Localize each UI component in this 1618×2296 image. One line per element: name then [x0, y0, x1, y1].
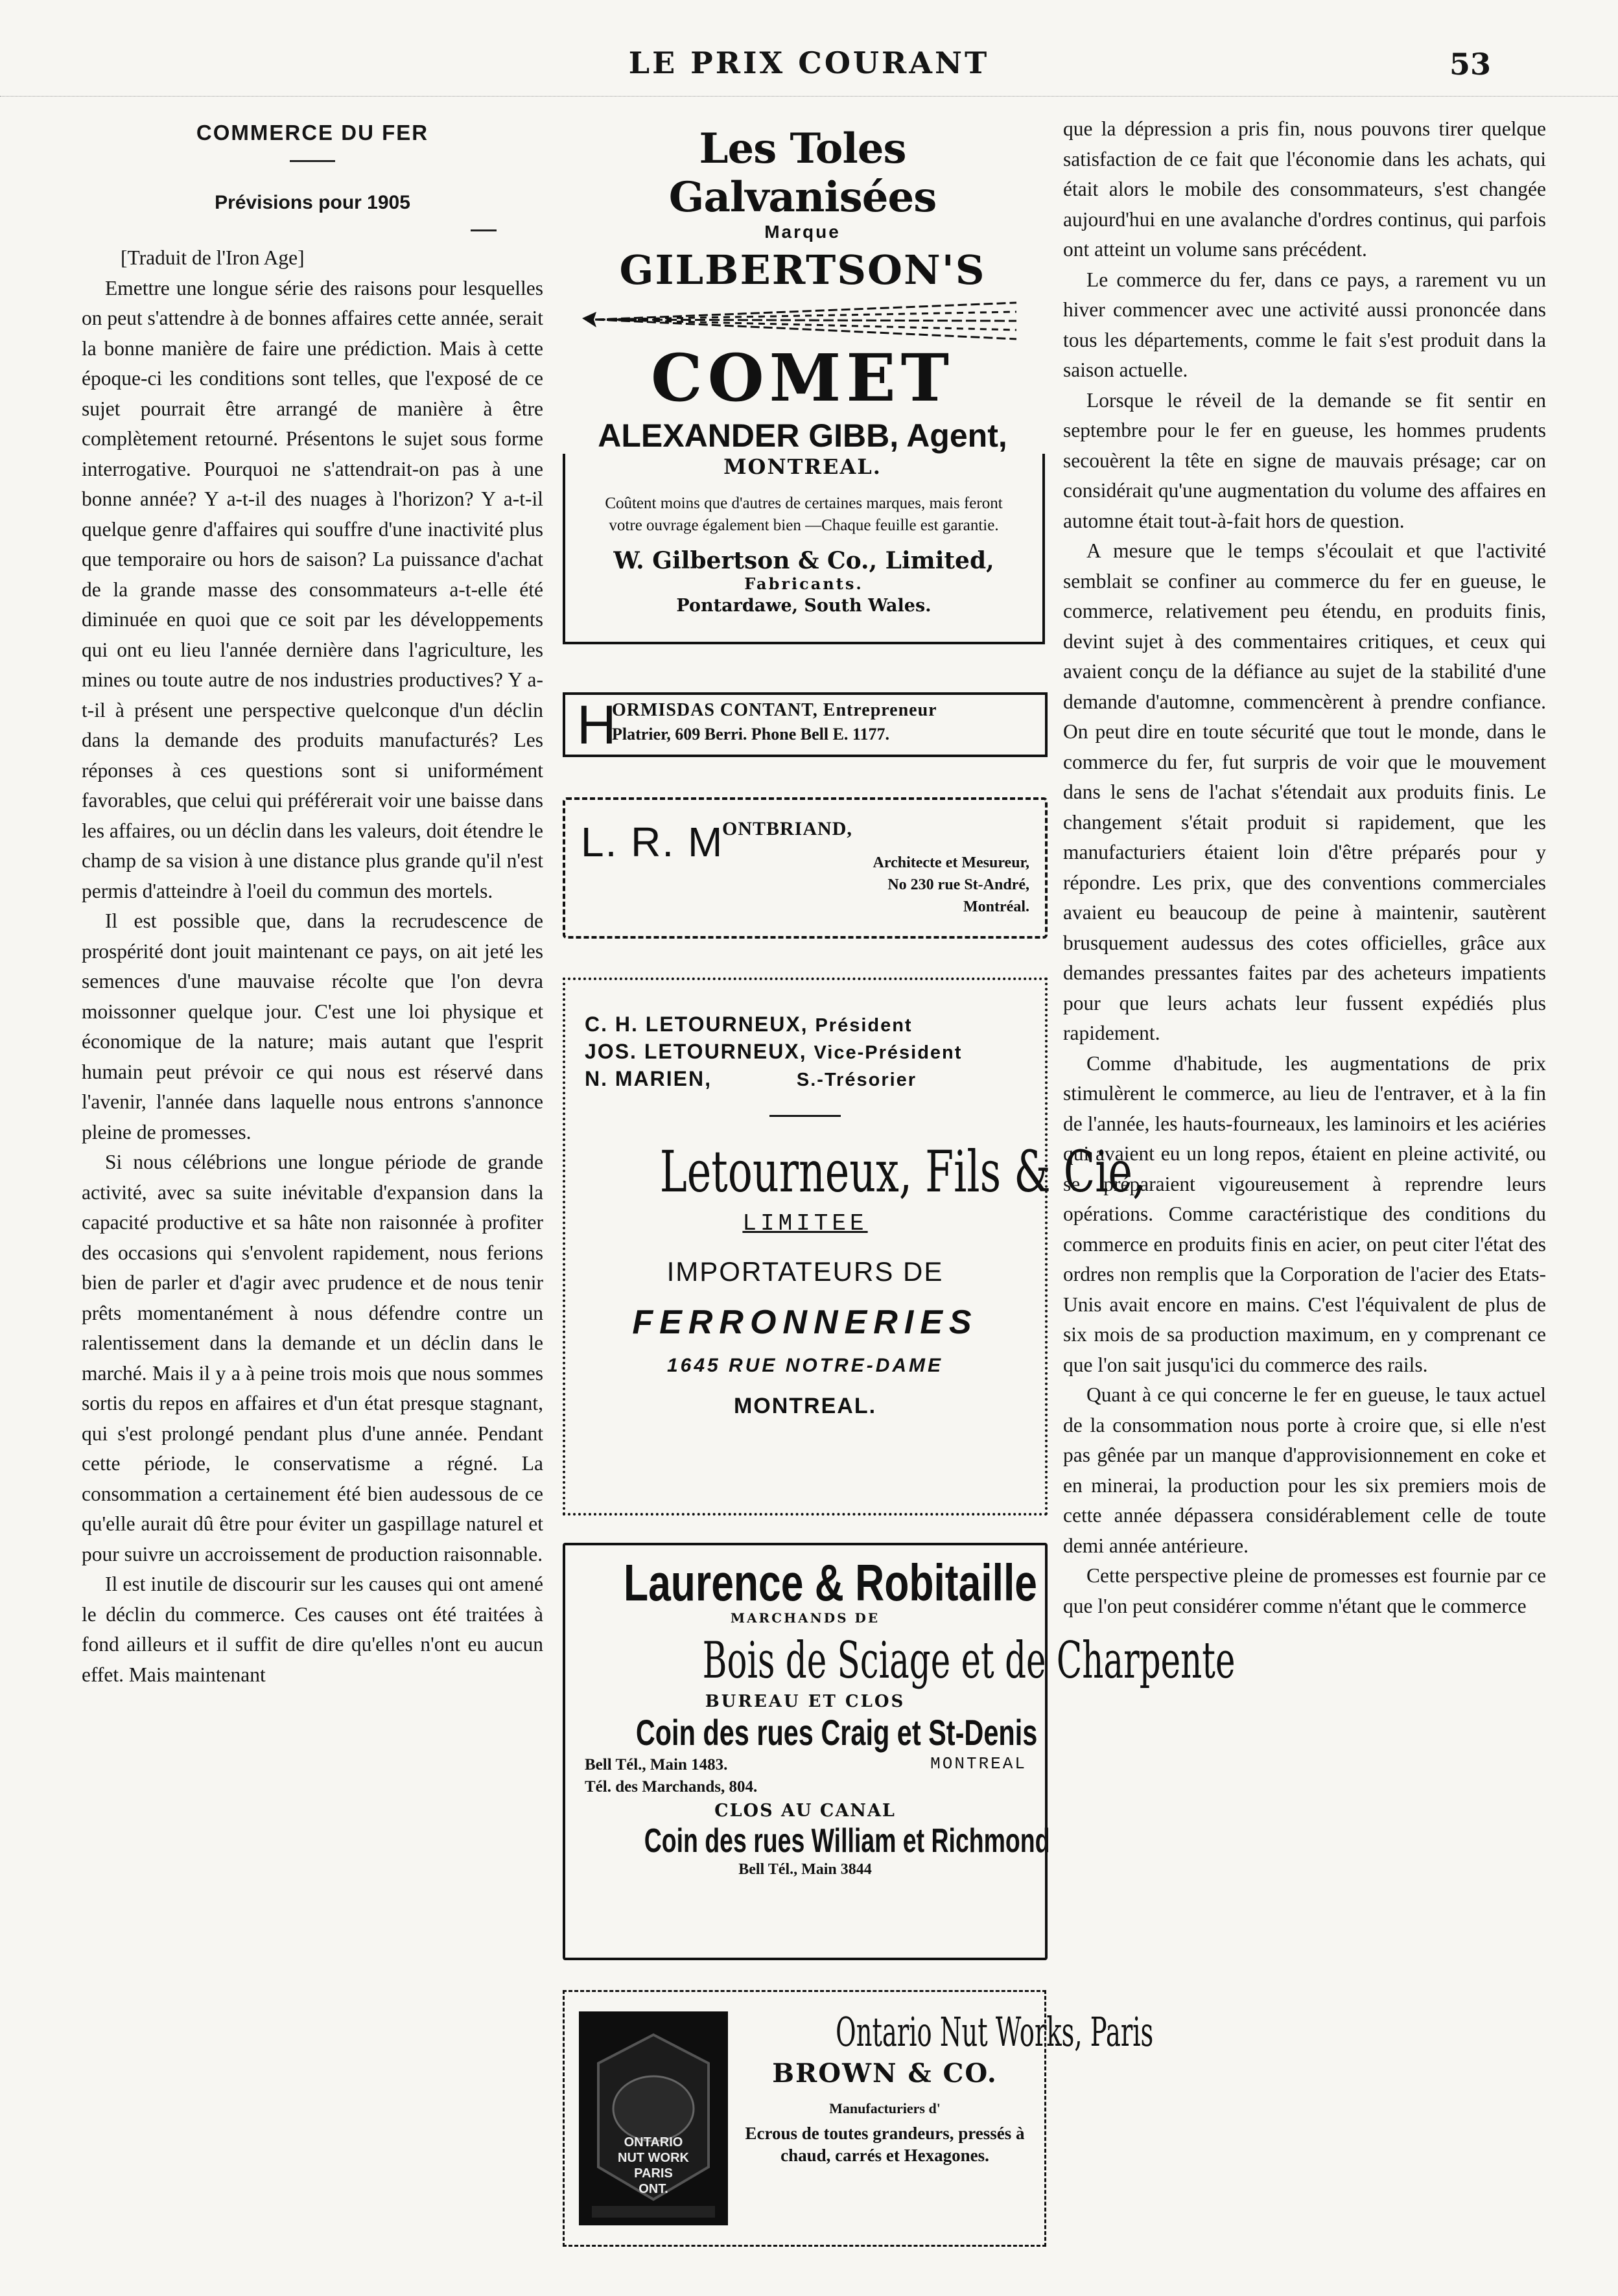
- ad-bureau: BUREAU ET CLOS: [705, 1692, 906, 1711]
- ad-gilbertson: [563, 117, 1042, 645]
- ad-manufacturers: Manufacturiers d': [829, 2100, 941, 2116]
- header-rule: [0, 96, 1618, 97]
- ad-address: No 230 rue St-André,: [887, 876, 1029, 893]
- paragraph: Cette perspective pleine de promesses est fournie par ce que l'on peut considérer comme n'étant que le commerce: [1063, 1564, 1546, 1617]
- officer-list: [585, 1011, 1045, 1093]
- paragraph: que la dépression a pris fin, nous pouvons tirer quelque satisfaction de ce fait que l'économie dans les achats, qui était alors le mobile des consommateurs, s'est changée aujourd'hui en une avalanche d'ordres continus, qui parfois ont atteint un volume sans précédent.: [1063, 117, 1546, 261]
- officer-role: Président: [815, 1015, 913, 1036]
- divider: [769, 1115, 841, 1117]
- ad-name: Ontario Nut Works, Paris: [836, 2008, 1154, 2056]
- ad-letourneux: [563, 978, 1146, 1516]
- comet-icon: [563, 294, 1042, 346]
- badge-line: ONTARIO: [624, 2135, 683, 2150]
- ad-marque: Marque: [764, 222, 841, 242]
- article-right-column: [1063, 114, 1546, 1621]
- ad-montbriand: [563, 797, 1048, 939]
- hex-nut-icon: [579, 2011, 728, 2225]
- paragraph: Quant à ce qui concerne le fer en gueuse, le taux actuel de la consommation nous porte à croire que, si elle n'est pas gênée par un manque d'approvisionnement en coke et en minerai, la production pour les six premiers mois de cette année dépassera considérablement celle de toute demi année antérieure.: [1063, 1383, 1546, 1557]
- paragraph: Il est possible que, dans la recrudescence de prospérité dont jouit maintenant ce pays, on ait jeté les semences d'une mauvaise récolte que l'on devra moissonner quelque jour. C'est une loi physique et économique de la nature; mais autant que l'esprit humain peut prévoir ce qui nous est réservé dans l'avenir, l'année dans laquelle nous entrons s'annonce pleine de promesses.: [82, 909, 543, 1143]
- ad-tel-line: Bell Tél., Main 1483.: [585, 1756, 728, 1774]
- ad-tel-line: Tél. des Marchands, 804.: [585, 1778, 758, 1796]
- comet-streak: [563, 294, 1042, 346]
- ad-maker: W. Gilbertson & Co., Limited,: [613, 547, 994, 574]
- paragraph: Emettre une longue série des raisons pour lesquelles on peut s'attendre à de bonnes affaires cette année, serait la bonne manière de faire une prédiction. Mais à cette époque-ci les conditions sont telles, que l'exposé de ce sujet pourrait être arrangé de manière à être complètement retourné. Présentons le sujet sous forme interrogative. Pourquoi ne s'attendrait-on pas à une bonne année? Y a-t-il des nuages à l'horizon? Y a-t-il quelque genre d'affaires qui souffre d'une inactivité plus que temporaire ou hors de saison? La puissance d'achat de la grande masse des consommateurs a-t-elle été diminuée en quoi que ce soit par les développements qui ont eu lieu l'année dernière dans l'agriculture, les mines ou toute autre de nos industries productives? Y a-t-il à présent une perspective quelconque d'un déclin dans la demande des produits manufacturés? Les réponses à ces questions sont si uniformément favorables, que celui qui préférerait voir une baisse dans les affaires, ou un déclin dans les valeurs, doit étendre le champ de sa vision à une distance plus grande qu'il n'est permis d'atteindre à l'oeil du commun des mortels.: [82, 276, 543, 902]
- ad-details: [744, 852, 1029, 918]
- ad-line: ORMISDAS CONTANT, Entrepreneur: [612, 700, 937, 720]
- ad-laurence: [563, 1543, 1236, 1960]
- officer-row: [585, 1011, 1045, 1038]
- ad-fabricants: Fabricants.: [744, 574, 863, 593]
- ad-ontario: [563, 1990, 1154, 2247]
- paragraph: Le commerce du fer, dans ce pays, a rarement vu un hiver commencer avec une activité aussi prononcée dans tous les départements, comme le fait s'est produit dans la saison actuelle.: [1063, 268, 1546, 381]
- ad-marchands: MARCHANDS DE: [730, 1610, 880, 1626]
- ad-importers: IMPORTATEURS DE: [666, 1256, 944, 1287]
- subtitle-divider: [471, 229, 497, 231]
- ad-firm: Letourneux, Fils & Cie,: [659, 1138, 1146, 1205]
- paragraph: A mesure que le temps s'écoulait et que l'activité semblait se confiner au commerce du fer en gueuse, le commerce, relativement peu étendu, en produits finis, devint sujet à des commentaires critiques, et ceux qui avaient conçu de la défiance au sujet de la stabilité d'une demande d'automne, commencèrent à prendre confiance. On peut dire en toute sécurité que tout le monde, dans le commerce du fer, fut surpris de voir que le mouvement dans le sens de l'achat s'étendait aux produits finis. Le changement s'était produit si rapidement, que les manufacturiers étaient loin d'être préparés pour y répondre. Les prix, que des conventions commerciales avaient eu beaucoup de peine à maintenir, sautèrent brusquement audessus des cotes officielles, grâce aux demandes pressantes faites par des acheteurs impatients pour que leurs achats leur fussent expédiés plus rapidement.: [1063, 539, 1546, 1044]
- ad-city: MONTREAL: [930, 1754, 1027, 1774]
- ad-name: Laurence & Robitaille: [623, 1554, 1037, 1611]
- officer-role: Vice-Président: [814, 1042, 963, 1063]
- article-source: [Traduit de l'Iron Age]: [121, 246, 305, 269]
- ad-corner: Coin des rues Craig et St-Denis: [635, 1712, 1038, 1753]
- ad-brand: GILBERTSON'S: [619, 246, 986, 294]
- ad-blurb: Coûtent moins que d'autres de certaines marques, mais feront votre ouvrage également bien —Chaque feuille est garantie.: [605, 495, 1003, 534]
- article-left-column: [82, 114, 543, 1690]
- ad-tel: [585, 1754, 757, 1798]
- ad-goods: FERRONNERIES: [632, 1304, 978, 1341]
- ad-contant: [563, 692, 1048, 757]
- ad-products: Ecrous de toutes grandeurs, pressés à chaud, carrés et Hexagones.: [745, 2124, 1025, 2165]
- ad-title: Architecte et Mesureur,: [873, 854, 1029, 871]
- ad-city: MONTREAL.: [733, 1394, 877, 1418]
- ad-location: Pontardawe, South Wales.: [676, 596, 932, 616]
- officer-row: [585, 1066, 1045, 1093]
- badge-line: PARIS: [634, 2166, 673, 2181]
- paragraph: Il est inutile de discourir sur les causes qui ont amené le déclin du commerce. Ces causes ont été traitées à fond ailleurs et il suffit de dire qu'elles n'ont eu aucun effet. Mais maintenant: [82, 1573, 543, 1686]
- ad-gilbertson-box: [563, 454, 1045, 644]
- ad-ontario-text: [738, 2006, 1154, 2166]
- page-number: 53: [1449, 47, 1492, 82]
- ad-city: MONTREAL.: [723, 454, 882, 479]
- journal-title: LE PRIX COURANT: [628, 45, 990, 80]
- ad-initials: L. R. M: [581, 819, 724, 865]
- ad-headline: Les Toles Galvanisées: [668, 124, 937, 222]
- officer-role: S.-Trésorier: [796, 1070, 917, 1090]
- article-subtitle: Prévisions pour 1905: [215, 191, 410, 213]
- officer-name: JOS. LETOURNEUX,: [585, 1040, 807, 1063]
- ad-tel-row: [565, 1754, 1045, 1801]
- title-divider: [290, 160, 335, 162]
- officer-name: C. H. LETOURNEUX,: [585, 1013, 808, 1036]
- article-title: COMMERCE DU FER: [196, 121, 429, 145]
- ad-company: BROWN & CO.: [772, 2058, 998, 2089]
- ad-tel: Bell Tél., Main 3844: [738, 1861, 872, 1878]
- paragraph: Comme d'habitude, les augmentations de prix stimulèrent le commerce, au lieu de l'entraver, et à la fin de l'année, les hauts-fourneaux, les laminoirs et les aciéries qui avaient eu un long repos, étaient en pleine activité, ou se préparaient vigoureusement à reprendre leurs opérations. Comme caractéristique des conditions du commerce en produits finis en acier, on peut citer l'état des ordres non remplis que la Corporation de l'acier des Etats-Unis avait encore en mains. C'est l'équivalent de plus de six mois de sa production maximum, en y comprenant ce que l'on sait jusqu'ici du commerce des rails.: [1063, 1051, 1546, 1376]
- paragraph: Lorsque le réveil de la demande se fit sentir en septembre pour le fer en gueuse, les hommes prudents secouèrent la tête en signe de mauvais présage; car on considérait qu'une augmentation du volume des affaires en automne était tout-à-fait hors de question.: [1063, 388, 1546, 532]
- ad-canal: CLOS AU CANAL: [714, 1801, 896, 1821]
- officer-row: [585, 1038, 1045, 1066]
- ad-name: ONTBRIAND,: [722, 818, 852, 839]
- ad-goods: Bois de Sciage et de Charpente: [702, 1632, 1236, 1690]
- badge-line: NUT WORK: [618, 2151, 689, 2165]
- ad-address: 1645 RUE NOTRE-DAME: [666, 1355, 944, 1376]
- badge-line: ONT.: [639, 2182, 668, 2196]
- ad-agent: ALEXANDER GIBB, Agent,: [598, 417, 1007, 454]
- ad-product: COMET: [650, 340, 955, 416]
- ad-line: Platrier, 609 Berri. Phone Bell E. 1177.: [612, 725, 889, 744]
- paragraph: Si nous célébrions une longue période de grande activité, avec sa suite inévitable d'expansion dans la capacité productive et sa hâte non raisonnée à profiter des occasions qui s'envolent rapidement, nous ferions bien de parler et d'agir avec prudence et de nous tenir prêts momentanément à nous défendre contre un ralentissement dans la demande et un déclin dans le marché. Mais il y a à peine trois mois que nous sommes sortis du repos en affaires et d'un état presque stagnant, qui s'est prolongé pendant plus d'une année. Pendant cette période, le conservatisme a régné. La consommation a certainement été bien audessous de ce qu'elle aurait dû être pour éviter un gaspillage naturel et pour suivre un accroissement de production raisonnable.: [82, 1151, 543, 1565]
- ad-initial: H: [577, 694, 616, 755]
- ad-limitee: LIMITEE: [742, 1210, 868, 1237]
- ad-corner: Coin des rues William et Richmond: [644, 1822, 1050, 1860]
- officer-name: N. MARIEN,: [585, 1067, 712, 1090]
- ad-city: Montréal.: [963, 898, 1029, 915]
